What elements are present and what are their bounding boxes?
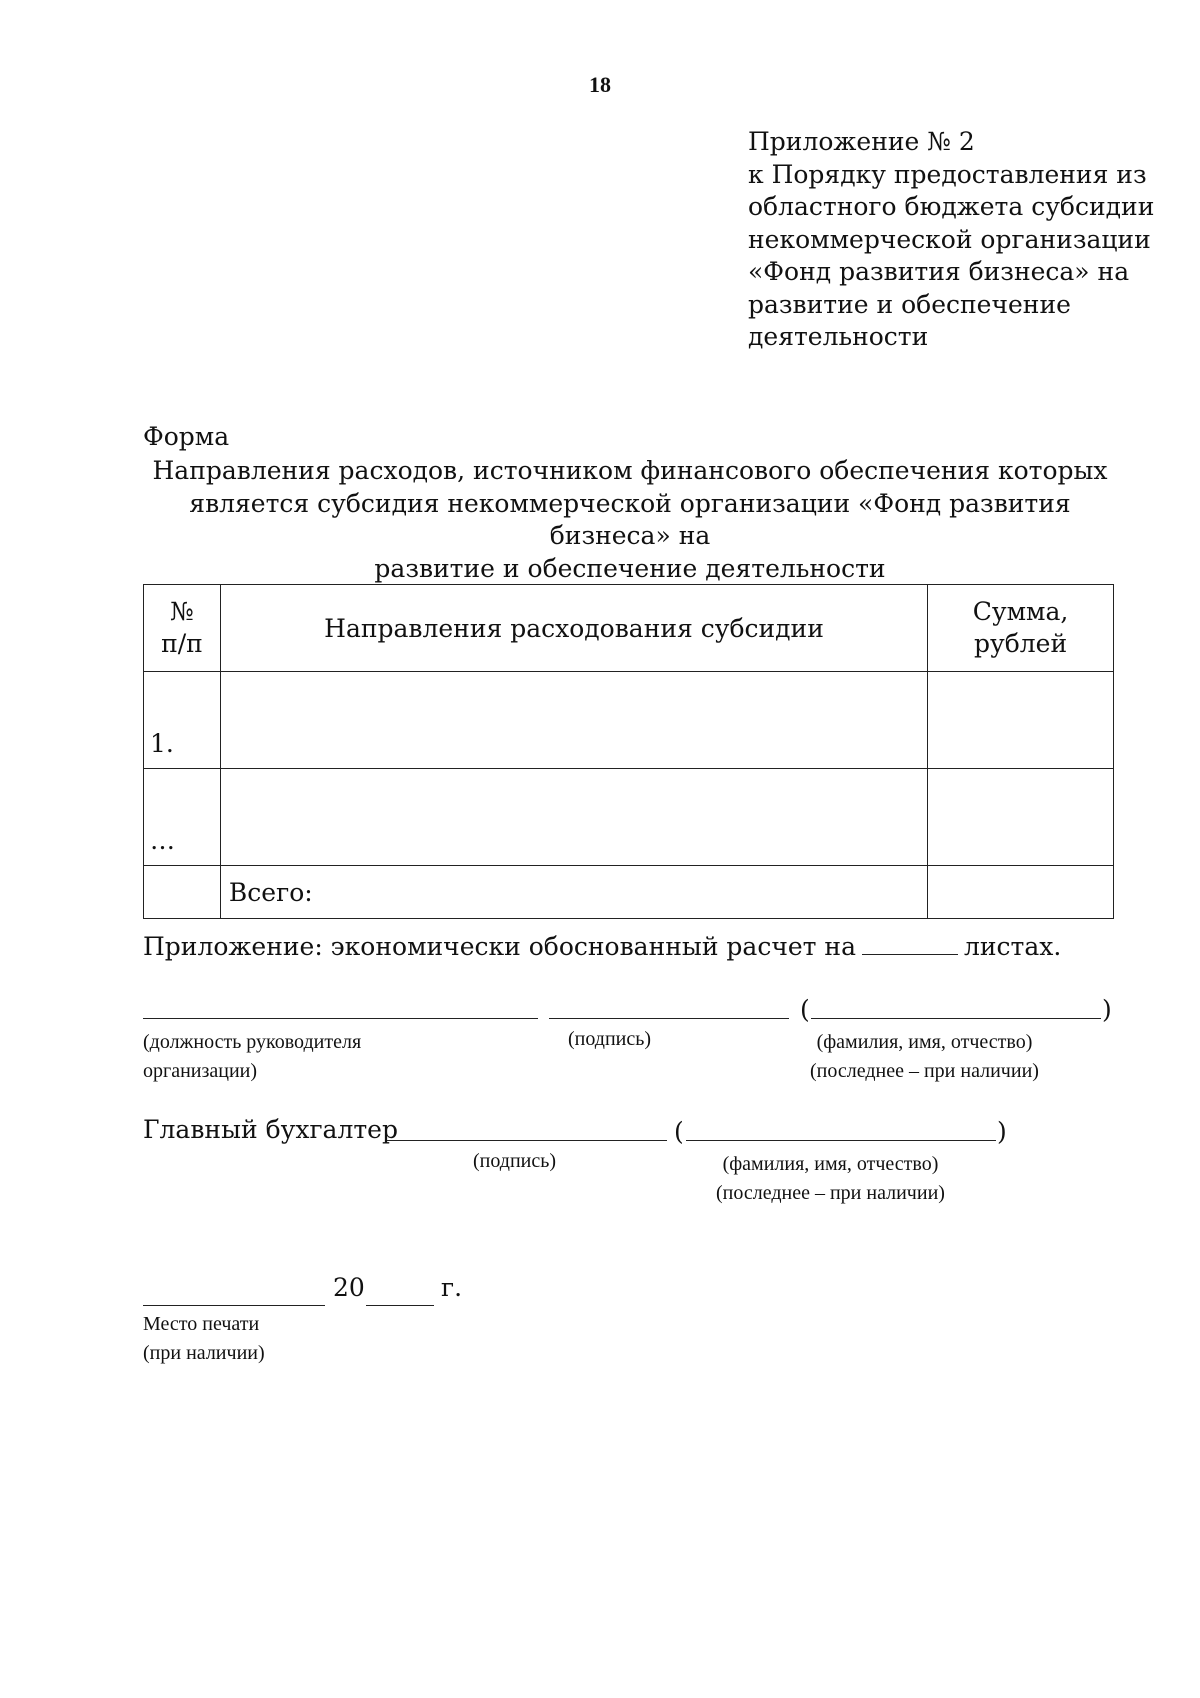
stamp-caption-line: (при наличии) — [143, 1342, 265, 1364]
appendix-line: некоммерческой организации — [748, 224, 1151, 254]
year-prefix: 20 — [333, 1273, 365, 1302]
attachment-suffix: листах. — [964, 932, 1062, 961]
name-caption-line: (последнее – при наличии) — [810, 1060, 1039, 1082]
head-signature-blank[interactable] — [549, 998, 789, 1019]
chief-accountant-label: Главный бухгалтер — [143, 1115, 398, 1144]
appendix-line: областного бюджета субсидии — [748, 192, 1155, 221]
stamp-caption — [143, 1310, 265, 1368]
position-blank[interactable] — [143, 998, 538, 1019]
row-num: 1. — [144, 672, 221, 769]
form-title-line: Направления расходов, источником финансового обеспечения которых — [152, 456, 1108, 485]
name-paren-close: ) — [1102, 995, 1112, 1024]
position-caption — [143, 1028, 361, 1086]
chief-name-caption-line: (последнее – при наличии) — [716, 1182, 945, 1204]
form-title — [130, 455, 1130, 585]
attachment-prefix: Приложение: экономически обоснованный расчет на — [143, 932, 857, 961]
header-sum — [928, 585, 1114, 672]
row-sum[interactable] — [928, 769, 1114, 866]
form-label: Форма — [143, 422, 230, 451]
appendix-line: развитие и обеспечение — [748, 289, 1071, 319]
expenses-table — [143, 584, 1114, 919]
row-num: … — [144, 769, 221, 866]
table-header-row — [144, 585, 1114, 672]
header-direction: Направления расходования субсидии — [220, 585, 927, 672]
header-sum-line1: Сумма, — [972, 597, 1069, 626]
appendix-header — [748, 126, 1154, 354]
date-blank[interactable] — [143, 1285, 325, 1306]
signature-caption: (подпись) — [568, 1028, 652, 1050]
appendix-line: Приложение № 2 — [748, 127, 975, 156]
total-label: Всего: — [220, 866, 927, 919]
chief-signature-caption: (подпись) — [473, 1150, 557, 1172]
attachment-line — [143, 932, 1061, 961]
table-total-row — [144, 866, 1114, 919]
stamp-caption-line: Место печати — [143, 1313, 260, 1335]
header-sum-line2: рублей — [974, 629, 1068, 658]
chief-name-caption — [716, 1150, 945, 1208]
header-num-line2: п/п — [161, 629, 203, 658]
chief-name-caption-line: (фамилия, имя, отчество) — [722, 1153, 939, 1175]
table-row — [144, 769, 1114, 866]
row-direction[interactable] — [220, 769, 927, 866]
name-caption — [810, 1028, 1039, 1086]
chief-paren-close: ) — [997, 1117, 1007, 1146]
position-caption-line: организации) — [143, 1060, 258, 1082]
year-blank[interactable] — [366, 1285, 434, 1306]
year-suffix: г. — [441, 1273, 463, 1302]
head-name-blank[interactable] — [811, 998, 1101, 1019]
row-direction[interactable] — [220, 672, 927, 769]
total-num-cell — [144, 866, 221, 919]
page-number: 18 — [589, 72, 611, 97]
appendix-line: деятельности — [748, 322, 929, 351]
chief-signature-blank[interactable] — [387, 1120, 667, 1141]
form-title-line: развитие и обеспечение деятельности — [374, 553, 886, 583]
name-caption-line: (фамилия, имя, отчество) — [816, 1031, 1033, 1053]
row-sum[interactable] — [928, 672, 1114, 769]
table-row — [144, 672, 1114, 769]
position-caption-line: (должность руководителя — [143, 1031, 362, 1053]
header-num — [144, 585, 221, 672]
appendix-line: к Порядку предоставления из — [748, 159, 1147, 189]
chief-name-blank[interactable] — [686, 1120, 996, 1141]
header-num-line1: № — [170, 597, 194, 626]
form-title-line: является субсидия некоммерческой организации «Фонд развития бизнеса» на — [189, 488, 1071, 550]
name-paren-open: ( — [800, 995, 810, 1024]
appendix-line: «Фонд развития бизнеса» на — [748, 257, 1130, 286]
sheets-count-blank[interactable] — [862, 932, 958, 955]
chief-paren-open: ( — [674, 1117, 684, 1146]
total-sum[interactable] — [928, 866, 1114, 919]
